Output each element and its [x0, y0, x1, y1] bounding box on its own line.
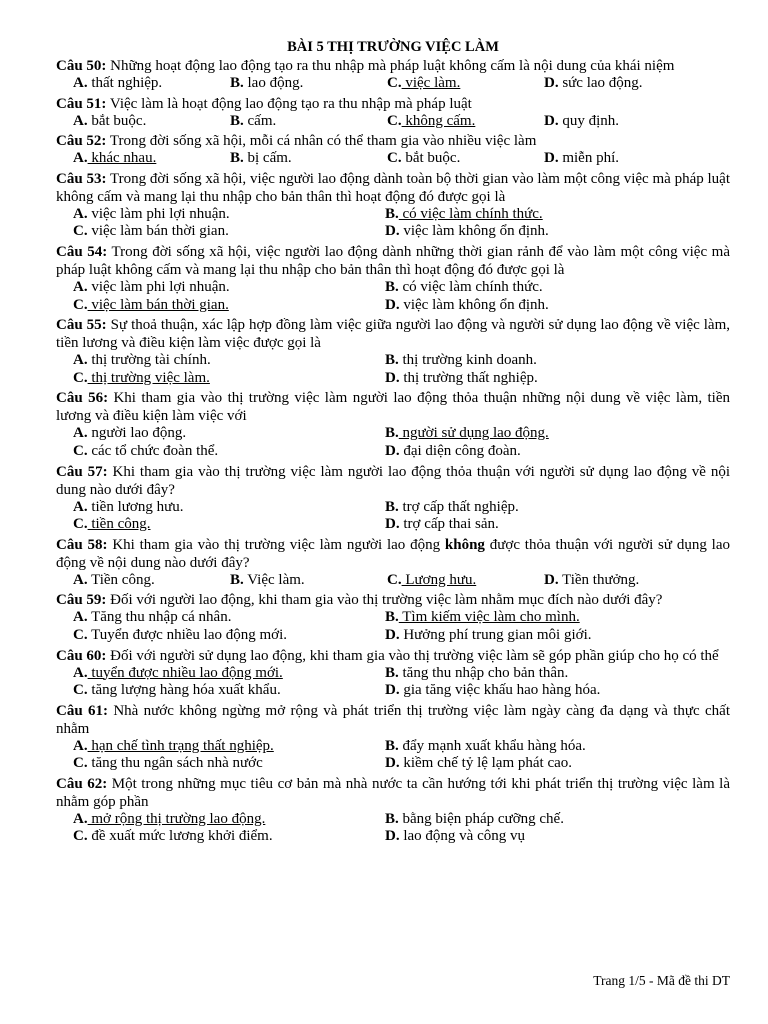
- option-text: quy định.: [558, 112, 620, 129]
- question-text: Khi tham gia vào thị trường việc làm người lao động: [107, 536, 445, 553]
- option-text: đại diện công đoàn.: [399, 442, 521, 459]
- option-letter: D.: [385, 516, 400, 533]
- option-letter: A.: [73, 810, 88, 827]
- option-letter: D.: [385, 828, 400, 845]
- answer-option-a: [73, 75, 230, 93]
- answer-option-a: [73, 609, 385, 627]
- question-stem: [56, 95, 730, 113]
- option-text: mở rộng thị trường lao động.: [87, 810, 266, 827]
- option-letter: C.: [73, 755, 88, 772]
- question-text: Trong đời sống xã hội, việc người lao động dành những thời gian rảnh để vào làm một công việc mà pháp luật không cấm và mang lại thu nhập cho bản thân thì hoạt động đó được gọi là: [56, 243, 730, 278]
- option-letter: C.: [387, 571, 402, 588]
- option-text: có việc làm chính thức.: [398, 278, 543, 295]
- answer-option-d: [544, 572, 730, 590]
- answer-options: [56, 738, 730, 773]
- question-number: Câu 61:: [56, 702, 109, 719]
- option-text: thị trường tài chính.: [87, 352, 211, 369]
- question-text: Đối với người lao động, khi tham gia vào thị trường việc làm nhằm mục đích nào dưới đây?: [106, 592, 663, 609]
- question-number: Câu 52:: [56, 133, 107, 150]
- option-text: hạn chế tình trạng thất nghiệp.: [87, 737, 274, 754]
- option-text: việc làm không ổn định.: [399, 223, 549, 240]
- question-text: Sự thoả thuận, xác lập hợp đồng làm việc giữa người lao động và người sử dụng lao động về việc làm, tiền lương và điều kiện làm việc được gọi là: [56, 317, 731, 352]
- answer-option-c: [73, 223, 385, 241]
- answer-option-c: [73, 755, 385, 773]
- option-letter: A.: [73, 571, 88, 588]
- option-text: Việc làm.: [243, 571, 305, 588]
- option-text: Tìm kiếm việc làm cho mình.: [398, 609, 580, 626]
- option-text: gia tăng việc khấu hao hàng hóa.: [399, 682, 601, 699]
- question-53: [56, 170, 730, 241]
- option-text: đẩy mạnh xuất khẩu hàng hóa.: [398, 737, 586, 754]
- option-text: Tiền công.: [87, 571, 155, 588]
- answer-options: [56, 206, 730, 241]
- question-text: Việc làm là hoạt động lao động tạo ra thu nhập mà pháp luật: [106, 95, 472, 112]
- answer-option-b: [385, 206, 730, 224]
- option-letter: D.: [385, 755, 400, 772]
- option-text: tiền công.: [87, 516, 151, 533]
- answer-option-c: [73, 516, 385, 534]
- option-letter: A.: [73, 278, 88, 295]
- option-letter: B.: [385, 278, 399, 295]
- option-text: Tăng thu nhập cá nhân.: [87, 609, 232, 626]
- question-56: [56, 389, 730, 460]
- question-text: được thỏa thuận với người sử dụng lao động về nội dung nào dưới đây?: [56, 536, 730, 571]
- option-letter: B.: [385, 205, 399, 222]
- question-54: [56, 243, 730, 314]
- option-letter: A.: [73, 737, 88, 754]
- option-letter: B.: [385, 664, 399, 681]
- answer-option-a: [73, 811, 385, 829]
- question-number: Câu 53:: [56, 170, 107, 187]
- option-letter: A.: [73, 352, 88, 369]
- question-50: [56, 57, 730, 93]
- answer-option-d: [385, 516, 730, 534]
- question-stem: [56, 132, 730, 150]
- answer-option-c: [73, 682, 385, 700]
- answer-options: [56, 75, 730, 93]
- answer-option-a: [73, 499, 385, 517]
- question-stem: [56, 702, 730, 738]
- option-text: việc làm phi lợi nhuận.: [87, 278, 230, 295]
- option-letter: C.: [73, 296, 88, 313]
- answer-option-c: [73, 443, 385, 461]
- answer-option-d: [385, 755, 730, 773]
- option-text: việc làm phi lợi nhuận.: [87, 205, 230, 222]
- option-letter: D.: [544, 75, 559, 91]
- question-number: Câu 58:: [56, 536, 108, 553]
- option-text: đề xuất mức lương khởi điểm.: [87, 828, 273, 845]
- question-stem: [56, 775, 730, 811]
- question-number: Câu 50:: [56, 58, 107, 74]
- answer-option-b: [230, 75, 387, 93]
- answer-option-c: [73, 828, 385, 846]
- answer-option-c: [73, 297, 385, 315]
- answer-option-a: [73, 738, 385, 756]
- answer-option-d: [385, 627, 730, 645]
- option-letter: A.: [73, 498, 88, 515]
- option-text: bị cấm.: [243, 150, 292, 167]
- answer-option-b: [230, 572, 387, 590]
- question-number: Câu 55:: [56, 317, 107, 334]
- answer-options: [56, 609, 730, 644]
- question-text: Khi tham gia vào thị trường việc làm người lao động thỏa thuận với người sử dụng lao động về nội dung nào dưới đây?: [56, 463, 730, 498]
- option-letter: C.: [73, 828, 88, 845]
- answer-option-a: [73, 279, 385, 297]
- question-57: [56, 463, 730, 534]
- answer-options: [56, 499, 730, 534]
- option-letter: B.: [385, 810, 399, 827]
- answer-options: [56, 279, 730, 314]
- option-letter: A.: [73, 664, 88, 681]
- question-stem: [56, 170, 730, 206]
- option-letter: D.: [385, 369, 400, 386]
- option-text: khác nhau.: [87, 150, 157, 167]
- answer-option-b: [385, 499, 730, 517]
- question-stem: [56, 647, 730, 665]
- answer-option-b: [385, 609, 730, 627]
- option-text: tiền lương hưu.: [87, 498, 184, 515]
- option-letter: C.: [387, 150, 402, 167]
- question-number: Câu 54:: [56, 243, 108, 260]
- option-text: lao động.: [243, 75, 304, 91]
- option-letter: A.: [73, 112, 88, 129]
- answer-option-c: [387, 75, 544, 93]
- option-letter: B.: [385, 352, 399, 369]
- answer-option-c: [73, 627, 385, 645]
- question-number: Câu 62:: [56, 775, 108, 792]
- option-text: Tiền thưởng.: [558, 571, 640, 588]
- option-text: người sử dụng lao động.: [398, 425, 549, 442]
- question-text: Nhà nước không ngừng mở rộng và phát triển thị trường việc làm ngày càng đa dạng và thực chất nhằm: [56, 702, 731, 737]
- answer-option-a: [73, 425, 385, 443]
- answer-options: [56, 811, 730, 846]
- option-text: lao động và công vụ: [399, 828, 525, 845]
- answer-option-b: [230, 113, 387, 131]
- option-text: tăng lượng hàng hóa xuất khẩu.: [87, 682, 281, 699]
- option-letter: D.: [385, 223, 400, 240]
- question-text: Trong đời sống xã hội, việc người lao động dành toàn bộ thời gian vào làm một công việc mà pháp luật không cấm và mang lại thu nhập cho bản thân thì hoạt động đó được gọi là: [56, 170, 731, 205]
- question-stem: [56, 389, 730, 425]
- option-letter: D.: [544, 112, 559, 129]
- option-letter: B.: [230, 75, 244, 91]
- option-letter: D.: [385, 296, 400, 313]
- option-letter: C.: [73, 626, 88, 643]
- answer-option-b: [385, 279, 730, 297]
- answer-option-a: [73, 572, 230, 590]
- option-text: miễn phí.: [558, 150, 620, 167]
- option-letter: B.: [385, 498, 399, 515]
- question-52: [56, 132, 730, 168]
- option-letter: D.: [544, 571, 559, 588]
- question-number: Câu 56:: [56, 390, 109, 407]
- answer-option-c: [387, 113, 544, 131]
- answer-option-b: [385, 352, 730, 370]
- question-51: [56, 95, 730, 131]
- option-letter: C.: [73, 223, 88, 240]
- answer-options: [56, 665, 730, 700]
- option-text: bắt buộc.: [87, 112, 147, 129]
- answer-option-b: [385, 738, 730, 756]
- option-letter: A.: [73, 425, 88, 442]
- option-text: trợ cấp thai sản.: [399, 516, 499, 533]
- answer-option-a: [73, 206, 385, 224]
- option-text: việc làm bán thời gian.: [87, 296, 229, 313]
- question-text: Đối với người sử dụng lao động, khi tham gia vào thị trường việc làm sẽ góp phần giúp cho họ có thể: [106, 647, 719, 664]
- answer-options: [56, 352, 730, 387]
- answer-option-a: [73, 113, 230, 131]
- question-text: Khi tham gia vào thị trường việc làm người lao động thỏa thuận những nội dung về việc làm, tiền lương và điều kiện làm việc với: [56, 390, 731, 425]
- option-text: việc làm.: [401, 75, 461, 91]
- answer-option-d: [385, 370, 730, 388]
- option-letter: D.: [385, 626, 400, 643]
- option-text: tăng thu nhập cho bản thân.: [398, 664, 569, 681]
- option-letter: B.: [385, 609, 399, 626]
- option-letter: C.: [73, 682, 88, 699]
- answer-option-a: [73, 352, 385, 370]
- option-letter: C.: [73, 369, 88, 386]
- option-letter: D.: [385, 682, 400, 699]
- option-letter: B.: [230, 571, 244, 588]
- question-stem: [56, 316, 730, 352]
- answer-option-b: [385, 811, 730, 829]
- question-stem: [56, 536, 730, 572]
- option-text: cấm.: [243, 112, 277, 129]
- answer-option-d: [385, 828, 730, 846]
- answer-options: [56, 150, 730, 168]
- option-text: có việc làm chính thức.: [398, 205, 543, 222]
- option-letter: B.: [385, 737, 399, 754]
- option-text: thị trường kinh doanh.: [398, 352, 537, 369]
- answer-options: [56, 113, 730, 131]
- option-text: tăng thu ngân sách nhà nước: [87, 755, 263, 772]
- option-text: tuyển được nhiều lao động mới.: [87, 664, 283, 681]
- question-list: [56, 57, 730, 846]
- option-text: không cấm.: [401, 112, 476, 129]
- option-letter: B.: [385, 425, 399, 442]
- option-letter: C.: [73, 516, 88, 533]
- answer-options: [56, 425, 730, 460]
- option-letter: D.: [544, 150, 559, 167]
- question-62: [56, 775, 730, 846]
- page-title: BÀI 5 THỊ TRƯỜNG VIỆC LÀM: [287, 39, 499, 55]
- option-letter: B.: [230, 112, 244, 129]
- option-letter: C.: [387, 75, 402, 91]
- option-text: thất nghiệp.: [87, 75, 163, 91]
- option-text: Lương hưu.: [401, 571, 477, 588]
- answer-option-b: [230, 150, 387, 168]
- answer-option-d: [385, 297, 730, 315]
- question-text: Một trong những mục tiêu cơ bản mà nhà nước ta cần hướng tới khi phát triển thị trường việc làm là nhằm góp phần: [56, 775, 730, 810]
- question-stem: [56, 243, 730, 279]
- answer-option-b: [385, 425, 730, 443]
- answer-option-d: [544, 75, 730, 93]
- question-text: Những hoạt động lao động tạo ra thu nhập mà pháp luật không cấm là nội dung của khái niệm: [106, 58, 675, 74]
- option-text: Tuyển được nhiều lao động mới.: [87, 626, 288, 643]
- answer-option-b: [385, 665, 730, 683]
- page-footer: Trang 1/5 - Mã đề thi DT: [593, 973, 730, 988]
- answer-option-d: [544, 150, 730, 168]
- answer-options: [56, 572, 730, 590]
- option-text: trợ cấp thất nghiệp.: [398, 498, 519, 515]
- option-letter: A.: [73, 150, 88, 167]
- answer-option-d: [385, 682, 730, 700]
- answer-option-c: [387, 572, 544, 590]
- answer-option-c: [73, 370, 385, 388]
- question-60: [56, 647, 730, 700]
- option-letter: C.: [387, 112, 402, 129]
- answer-option-d: [385, 223, 730, 241]
- option-text: bằng biện pháp cưỡng chế.: [398, 810, 564, 827]
- question-stem: [56, 463, 730, 499]
- answer-option-d: [385, 443, 730, 461]
- option-text: việc làm bán thời gian.: [87, 223, 229, 240]
- option-text: kiềm chế tỷ lệ lạm phát cao.: [399, 755, 573, 772]
- answer-option-c: [387, 150, 544, 168]
- question-stem: [56, 591, 730, 609]
- answer-option-a: [73, 150, 230, 168]
- option-text: thị trường thất nghiệp.: [399, 369, 538, 386]
- option-text: thị trường việc làm.: [87, 369, 210, 386]
- option-letter: A.: [73, 609, 88, 626]
- option-letter: C.: [73, 442, 88, 459]
- question-stem: [56, 57, 730, 75]
- question-59: [56, 591, 730, 644]
- question-55: [56, 316, 730, 387]
- question-emphasis: không: [444, 536, 485, 553]
- question-number: Câu 59:: [56, 592, 107, 609]
- question-number: Câu 51:: [56, 95, 107, 112]
- question-text: Trong đời sống xã hội, mỗi cá nhân có thể tham gia vào nhiều việc làm: [106, 133, 537, 150]
- question-number: Câu 60:: [56, 647, 107, 664]
- option-text: người lao động.: [87, 425, 187, 442]
- option-text: bắt buộc.: [401, 150, 461, 167]
- option-text: việc làm không ổn định.: [399, 296, 549, 313]
- answer-option-d: [544, 113, 730, 131]
- option-letter: D.: [385, 442, 400, 459]
- option-text: các tổ chức đoàn thể.: [87, 442, 219, 459]
- option-letter: A.: [73, 75, 88, 91]
- option-letter: A.: [73, 205, 88, 222]
- option-text: Hưởng phí trung gian môi giới.: [399, 626, 592, 643]
- option-letter: B.: [230, 150, 244, 167]
- question-58: [56, 536, 730, 590]
- answer-option-a: [73, 665, 385, 683]
- option-text: sức lao động.: [558, 75, 643, 91]
- question-61: [56, 702, 730, 773]
- question-number: Câu 57:: [56, 463, 108, 480]
